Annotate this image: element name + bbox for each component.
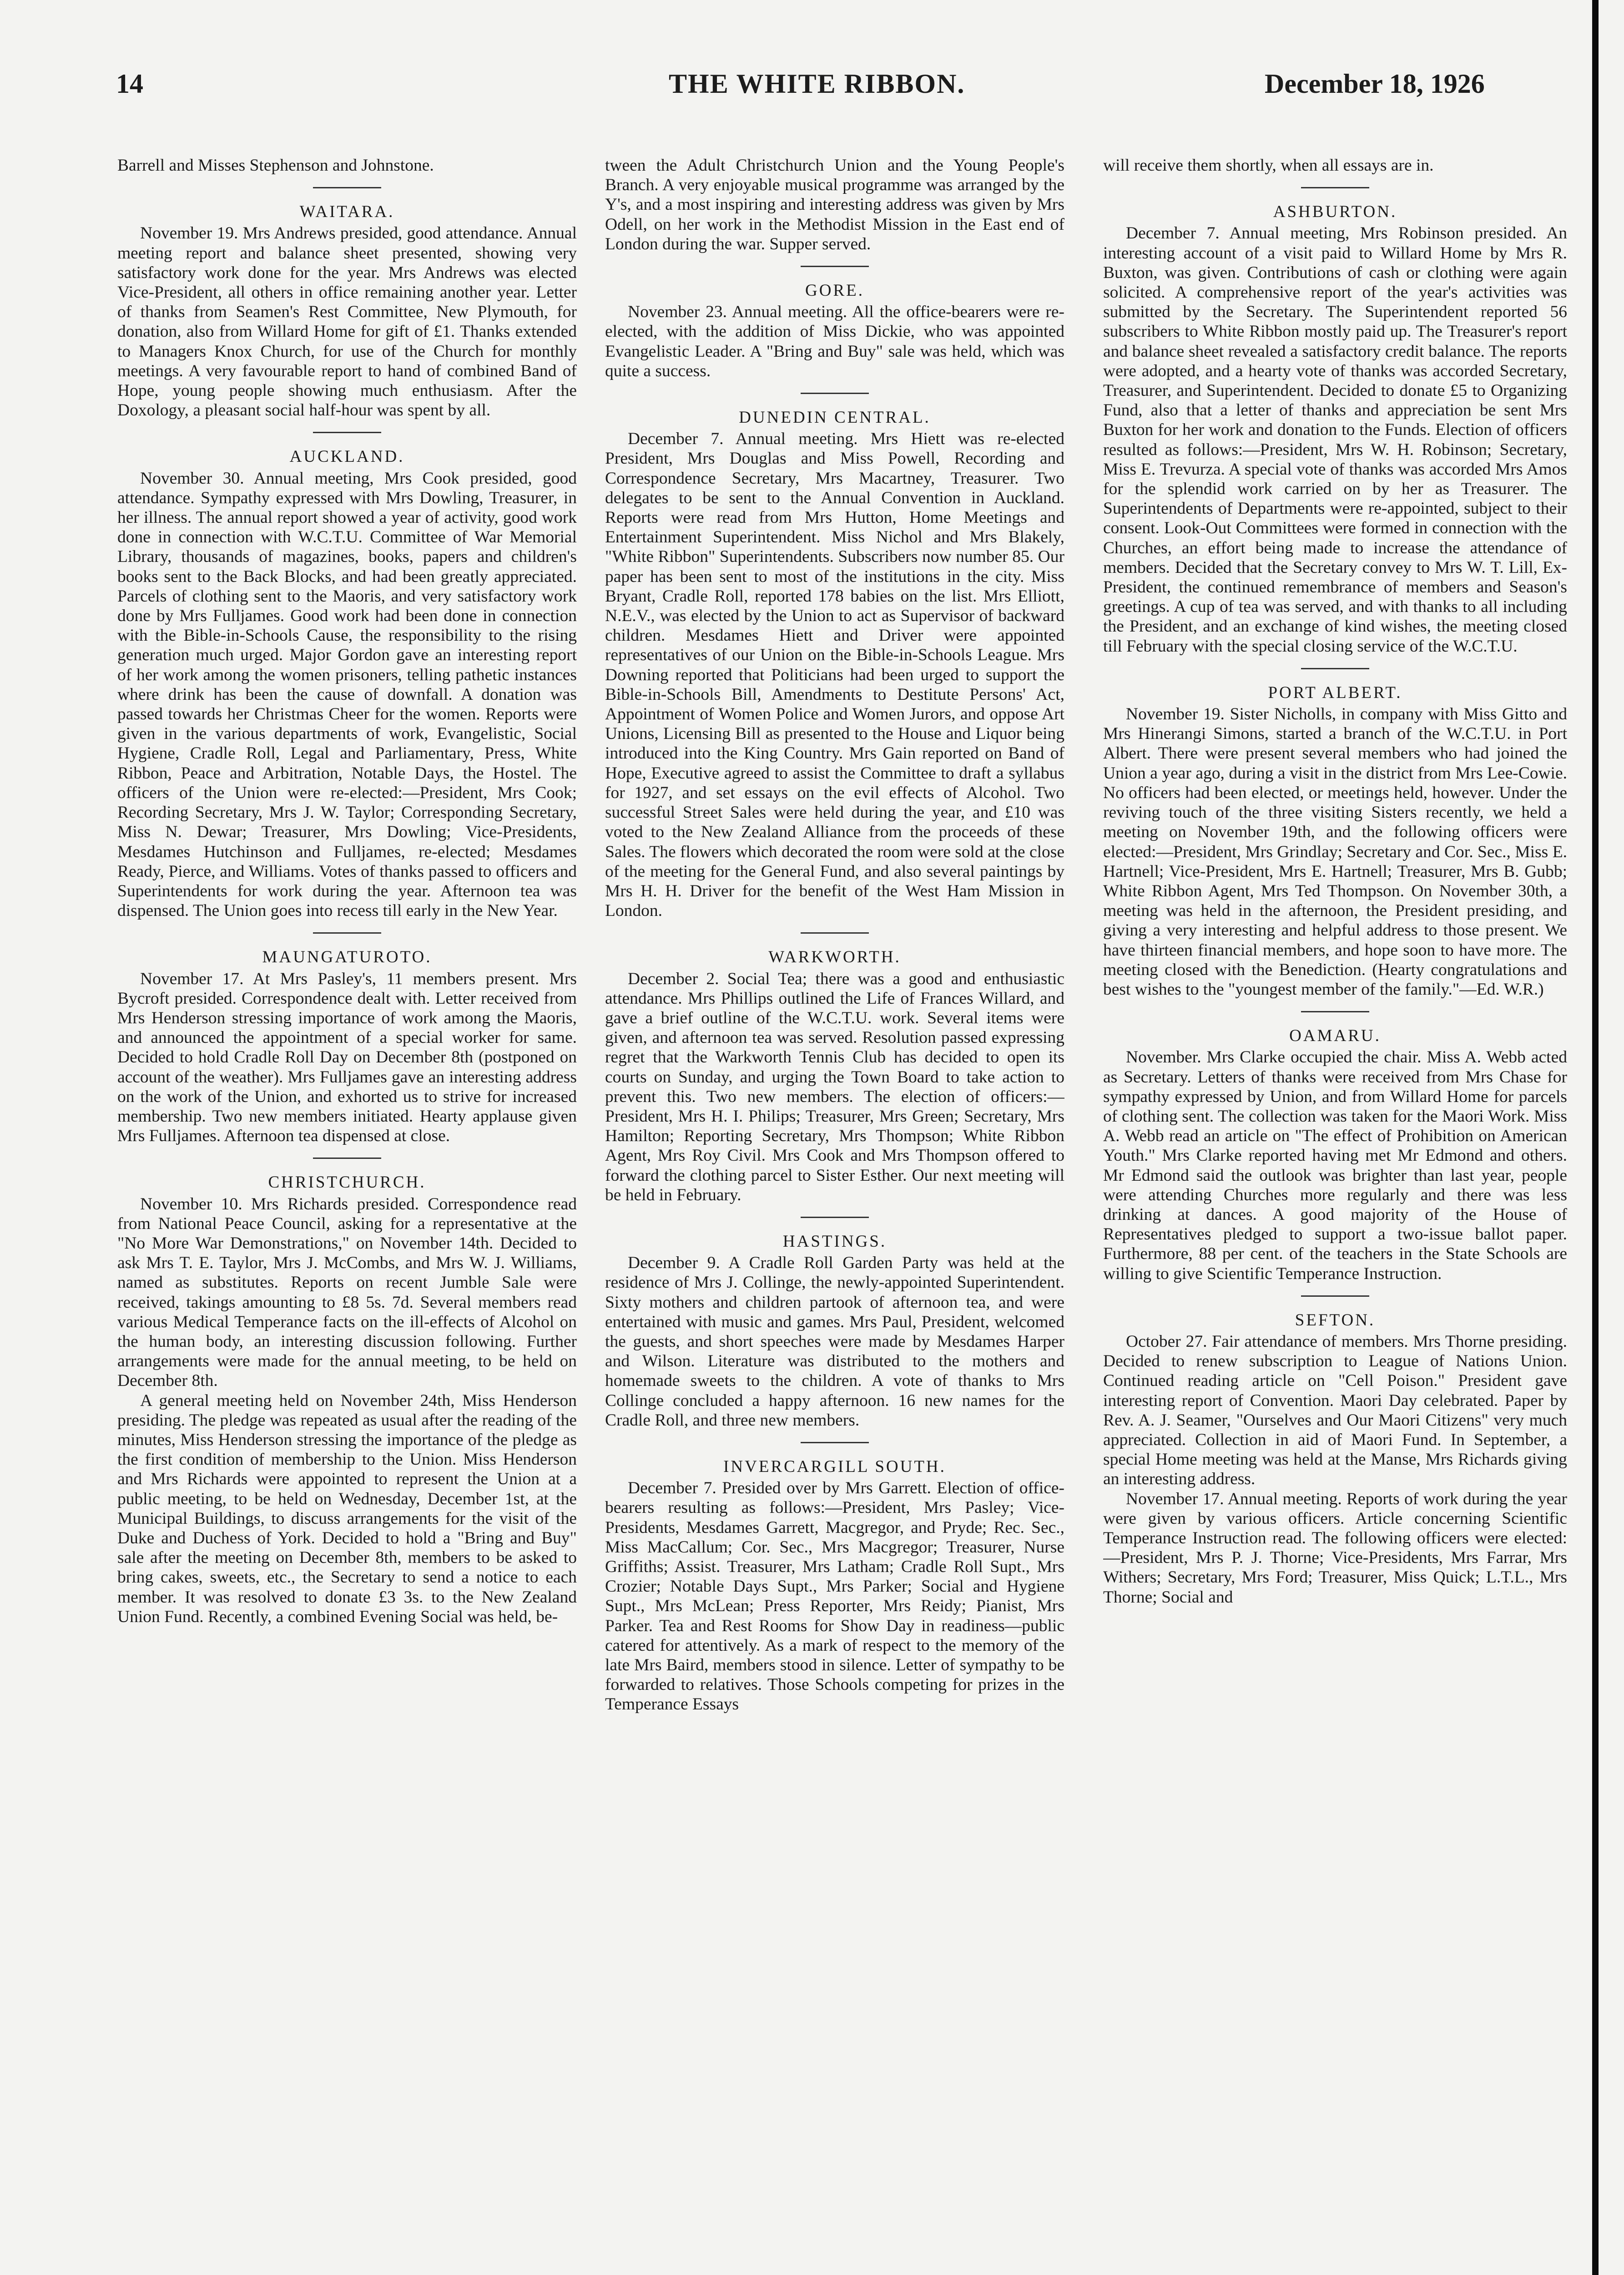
section-divider	[1301, 668, 1369, 669]
article-section	[117, 447, 577, 920]
article-paragraph: November. Mrs Clarke occupied the chair. Miss A. Webb acted as Secretary. Letters of thanks were received from Mrs Chase for sympathy expressed by Union, and from Willard Home for parcels of clothing sent. The collection was taken for the Maori Work. Miss A. Webb read an article on "The effect of Prohibition on American Youth." Mrs Clarke reported having met Mr Edmond and others. Mr Edmond said the outlook was brighter than last year, people were attending Churches more regularly and there was less drinking at dances. A good majority of the House of Representatives pledged to support a two-issue ballot paper. Furthermore, 88 per cent. of the teachers in the State Schools are willing to give Scientific Temperance Instruction.	[1103, 1048, 1567, 1283]
section-heading: HASTINGS.	[782, 1232, 887, 1251]
article-section	[117, 156, 577, 175]
article-section	[605, 408, 1064, 920]
section-divider	[313, 1158, 381, 1159]
section-divider	[313, 187, 381, 188]
article-paragraph: November 23. Annual meeting. All the office-bearers were re-elected, with the addition of Miss Dickie, who was appointed Evangelistic Leader. A "Bring and Buy" sale was held, which was quite a success.	[605, 303, 1064, 380]
article-paragraph: December 7. Presided over by Mrs Garrett. Election of office-bearers resulting as follows:—President, Mrs Pasley; Vice-Presidents, Mesdames Garrett, Macgregor, and Pryde; Rec. Sec., Miss MacCallum; Cor. Sec., Mrs Macgregor; Treasurer, Nurse Griffiths; Assist. Treasurer, Mrs Latham; Cradle Roll Supt., Mrs Crozier; Notable Days Supt., Mrs Parker; Social and Hygiene Supt., Mrs McLean; Press Reporter, Mrs Reidy; Pianist, Mrs Parker. Tea and Rest Rooms for Show Day in readiness—public catered for attentively. As a mark of respect to the memory of the late Mrs Baird, members stood in silence. Letter of sympathy to be forwarded to relatives. Those Schools competing for prizes in the Temperance Essays	[605, 1479, 1064, 1714]
article-section	[117, 947, 577, 1146]
section-heading: OAMARU.	[1289, 1026, 1381, 1046]
article-paragraph: December 7. Annual meeting, Mrs Robinson presided. An interesting account of a visit paid to Willard Home by Mrs R. Buxton, was given. Contributions of cash or clothing were again solicited. A comprehensive report of the year's activities was submitted by the Secretary. The Superintendent reported 56 subscribers to White Ribbon mostly paid up. The Treasurer's report and balance sheet revealed a satisfactory credit balance. The reports were adopted, and a hearty vote of thanks was accorded Secretary, Treasurer, and Superintendent. Decided to donate £5 to Organizing Fund, also that a letter of thanks and appreciation be sent Mrs Buxton for her work and donation to the Funds. Election of officers resulted as follows:—President, Mrs W. H. Robinson; Secretary, Miss E. Trevurza. A special vote of thanks was accorded Mrs Amos for the splendid work carried on by her as Treasurer. The Superintendents of Departments were re-appointed, subject to their consent. Look-Out Committees were formed in connection with the Churches, an effort being made to increase the attendance of members. Decided that the Secretary convey to Mrs W. T. Lill, Ex-President, the continued remembrance of members and Season's greetings. A cup of tea was served, and with thanks to all including the President, and an exchange of kind wishes, the meeting closed till February with the special closing service of the W.C.T.U.	[1103, 224, 1567, 656]
section-heading: MAUNGATUROTO.	[262, 948, 432, 967]
article-section	[605, 1232, 1064, 1430]
article-paragraph: November 17. At Mrs Pasley's, 11 members present. Mrs Bycroft presided. Correspondence dealt with. Letter received from Mrs Henderson stressing importance of work among the Maoris, and announced the appointment of a special worker for same. Decided to hold Cradle Roll Day on December 8th (postponed on account of the weather). Mrs Fulljames gave an interesting address on the work of the Union, and exhorted us to strive for increased membership. Two new members initiated. Hearty applause given Mrs Fulljames. Afternoon tea dispensed at close.	[117, 969, 577, 1146]
section-divider	[801, 932, 869, 934]
article-paragraph: December 9. A Cradle Roll Garden Party was held at the residence of Mrs J. Collinge, the newly-appointed Superintendent. Sixty mothers and children partook of afternoon tea, and were entertained with music and games. Mrs Paul, President, welcomed the guests, and short speeches were made by Mesdames Harper and Wilson. Literature was distributed to the mothers and homemade sweets to the children. A vote of thanks to Mrs Collinge concluded a happy afternoon. 16 new names for the Cradle Roll, and three new members.	[605, 1254, 1064, 1430]
section-divider	[801, 266, 869, 267]
article-paragraph: October 27. Fair attendance of members. Mrs Thorne presiding. Decided to renew subscription to League of Nations Union. Continued reading article on "Cell Poison." President gave interesting report of Convention. Maori Day celebrated. Paper by Rev. A. J. Seamer, "Ourselves and Our Maori Citizens" very much appreciated. Collection in aid of Maori Fund. In September, a special Home meeting was held at the Manse, Mrs Richards giving an interesting address.	[1103, 1332, 1567, 1489]
article-section	[117, 202, 577, 420]
section-divider	[1301, 1295, 1369, 1297]
article-paragraph: will receive them shortly, when all essays are in.	[1103, 156, 1434, 175]
section-divider	[313, 932, 381, 934]
section-heading: AUCKLAND.	[289, 447, 405, 466]
section-heading: WARKWORTH.	[768, 948, 901, 967]
masthead	[0, 68, 1579, 105]
section-divider	[1301, 187, 1369, 188]
section-heading: DUNEDIN CENTRAL.	[739, 408, 931, 427]
section-heading: PORT ALBERT.	[1268, 683, 1402, 702]
article-paragraph: December 2. Social Tea; there was a good and enthusiastic attendance. Mrs Phillips outlined the Life of Frances Willard, and gave a brief outline of the W.C.T.U. work. Several items were given, and afternoon tea was served. Resolution passed expressing regret that the Warkworth Tennis Club has decided to open its courts on Sunday, and urging the Town Board to take action to prevent this. Two new members. The election of officers:—President, Mrs H. I. Philips; Treasurer, Mrs Green; Secretary, Mrs Hamilton; Reporting Secretary, Mrs Thompson; White Ribbon Agent, Mrs Roy Civil. Mrs Cook and Mrs Thompson offered to forward the clothing parcel to Sister Esther. Our next meeting will be held in February.	[605, 969, 1064, 1204]
page-edge	[1592, 0, 1599, 2275]
column-3	[1103, 146, 1567, 2275]
article-paragraph: Barrell and Misses Stephenson and Johnstone.	[117, 156, 434, 175]
article-section	[1103, 156, 1567, 175]
article-paragraph: November 19. Mrs Andrews presided, good attendance. Annual meeting report and balance sheet presented, showing very satisfactory work done for the year. Mrs Andrews was elected Vice-President, all others in office remaining another year. Letter of thanks from Seamen's Rest Committee, New Plymouth, for donation, also from Willard Home for gift of £1. Thanks extended to Managers Knox Church, for use of the Church for monthly meetings. A very favourable report to hand of combined Band of Hope, young people showing much enthusiasm. After the Doxology, a pleasant social half-hour was spent by all.	[117, 224, 577, 420]
section-divider	[801, 1442, 869, 1443]
article-paragraph: tween the Adult Christchurch Union and the Young People's Branch. A very enjoyable musical programme was arranged by the Y's, and a most inspiring and interesting address was given by Mrs Odell, on her work in the Methodist Mission in the East end of London during the war. Supper served.	[605, 156, 1064, 253]
article-section	[117, 1173, 577, 1627]
section-heading: CHRISTCHURCH.	[268, 1173, 426, 1192]
section-heading: SEFTON.	[1295, 1310, 1376, 1330]
article-section	[1103, 1026, 1567, 1284]
article-section	[605, 947, 1064, 1205]
article-section	[1103, 683, 1567, 999]
article-paragraph: November 30. Annual meeting, Mrs Cook presided, good attendance. Sympathy expressed with Mrs Dowling, Treasurer, in her illness. The annual report showed a year of activity, good work done in connection with W.C.T.U. Committee of War Memorial Library, thousands of magazines, books, papers and children's books sent to the Back Blocks, and had been greatly appreciated. Parcels of clothing sent to the Maoris, and very satisfactory work done by Mrs Fulljames. Good work had been done in connection with the Bible-in-Schools Cause, the responsibility to the rising generation much urged. Major Gordon gave an interesting report of her work among the women prisoners, telling pathetic instances where drink has been the cause of downfall. A donation was passed towards her Christmas Cheer for the women. Reports were given in the various departments of work, Evangelistic, Social Hygiene, Cradle Roll, Legal and Parliamentary, Press, White Ribbon, Peace and Arbitration, Notable Days, the Hostel. The officers of the Union were re-elected:—President, Mrs Cook; Recording Secretary, Mrs J. W. Taylor; Corresponding Secretary, Miss N. Dewar; Treasurer, Mrs Dowling; Vice-Presidents, Mesdames Hutchinson and Fulljames, re-elected; Mesdames Ready, Pierce, and Williams. Votes of thanks passed to officers and Superintendents for work during the year. Afternoon tea was dispensed. The Union goes into recess till early in the New Year.	[117, 469, 577, 920]
article-paragraph: December 7. Annual meeting. Mrs Hiett was re-elected President, Mrs Douglas and Miss Powell, Recording and Correspondence Secretary, Mrs Macartney, Treasurer. Two delegates to be sent to the Annual Convention in Auckland. Reports were read from Mrs Hutton, Home Meetings and Entertainment Superintendent. Miss Nichol and Mrs Blakely, "White Ribbon" Superintendents. Subscribers now number 85. Our paper has been sent to most of the institutions in the city. Miss Bryant, Cradle Roll, reported 178 babies on the list. Mrs Elliott, N.E.V., was elected by the Union to act as Supervisor of backward children. Mesdames Hiett and Driver were appointed representatives of our Union on the Bible-in-Schools League. Mrs Downing reported that Politicians had been urged to support the Bible-in-Schools Bill, Amendments to Destitute Persons' Act, Appointment of Women Police and Women Jurors, and oppose Art Unions, Licensing Bill as presented to the House and Liquor being introduced into the King Country. Mrs Gain reported on Band of Hope, Executive agreed to assist the Committee to draft a syllabus for 1927, and set essays on the evil effects of Alcohol. Two successful Street Sales were held during the year, and £10 was voted to the New Zealand Alliance from the proceeds of these Sales. The flowers which decorated the room were sold at the close of the meeting for the General Fund, and also several paintings by Mrs H. H. Driver for the benefit of the West Ham Mission in London.	[605, 430, 1064, 920]
column-1	[117, 146, 577, 2275]
article-section	[605, 1457, 1064, 1714]
section-divider	[801, 393, 869, 394]
article-section	[1103, 202, 1567, 656]
paper-title: THE WHITE RIBBON.	[669, 69, 965, 99]
column-2	[605, 146, 1064, 2275]
issue-date: December 18, 1926	[1265, 69, 1485, 99]
section-heading: GORE.	[805, 281, 864, 300]
article-paragraph: November 19. Sister Nicholls, in company with Miss Gitto and Mrs Hinerangi Simons, started a branch of the W.C.T.U. in Port Albert. There were present several members who had joined the Union a year ago, during a visit in the district from Mrs Lee-Cowie. No officers had been elected, or meetings held, however. Under the reviving touch of the three visiting Sisters recently, we held a meeting on November 19th, and the following officers were elected:—President, Mrs Grindlay; Secretary and Cor. Sec., Miss E. Hartnell; Vice-President, Mrs E. Hartnell; Treasurer, Mrs B. Gubb; White Ribbon Agent, Mrs Ted Thompson. On November 30th, a meeting was held in the afternoon, the President presiding, and giving a very interesting and helpful address to those present. We have thirteen financial members, and hope soon to have more. The meeting closed with the Benediction. (Hearty congratulations and best wishes to the "youngest member of the family."—Ed. W.R.)	[1103, 705, 1567, 999]
section-heading: INVERCARGILL SOUTH.	[723, 1457, 946, 1476]
section-divider	[313, 432, 381, 433]
section-divider	[1301, 1011, 1369, 1012]
article-paragraph: A general meeting held on November 24th, Miss Henderson presiding. The pledge was repeated as usual after the reading of the minutes, Miss Henderson stressing the importance of the pledge as the first condition of membership to the Union. Miss Henderson and Mrs Richards were appointed to represent the Union at a public meeting, to be held on Wednesday, December 1st, at the Municipal Buildings, to discuss arrangements for the visit of the Duke and Duchess of York. Decided to hold a "Bring and Buy" sale after the meeting on December 8th, members to be asked to bring cakes, sweets, etc., the Secretary to send a notice to each member. It was resolved to donate £3 3s. to the New Zealand Union Fund. Recently, a combined Evening Social was held, be-	[117, 1391, 577, 1626]
section-heading: WAITARA.	[299, 202, 395, 222]
article-section	[1103, 1310, 1567, 1607]
article-paragraph: November 10. Mrs Richards presided. Correspondence read from National Peace Council, asking for a representative at the "No More War Demonstrations," on November 14th. Decided to ask Mrs T. E. Taylor, Mrs J. McCombs, and Mrs W. J. Williams, named as substitutes. Reports on recent Jumble Sale were received, takings amounting to £8 5s. 7d. Several members read various Medical Temperance facts on the ill-effects of Alcohol on the human body, an interesting discussion following. Further arrangements were made for the annual meeting, to be held on December 8th.	[117, 1194, 577, 1390]
article-paragraph: November 17. Annual meeting. Reports of work during the year were given by various officers. Article concerning Scientific Temperance Instruction read. The following officers were elected:—President, Mrs P. J. Thorne; Vice-Presidents, Mrs Farrar, Mrs Withers; Secretary, Mrs Ford; Treasurer, Miss Quick; L.T.L., Mrs Thorne; Social and	[1103, 1489, 1567, 1607]
page-number: 14	[116, 69, 143, 99]
article-section	[605, 281, 1064, 381]
article-section	[605, 156, 1064, 254]
section-heading: ASHBURTON.	[1273, 202, 1397, 222]
section-divider	[801, 1217, 869, 1218]
